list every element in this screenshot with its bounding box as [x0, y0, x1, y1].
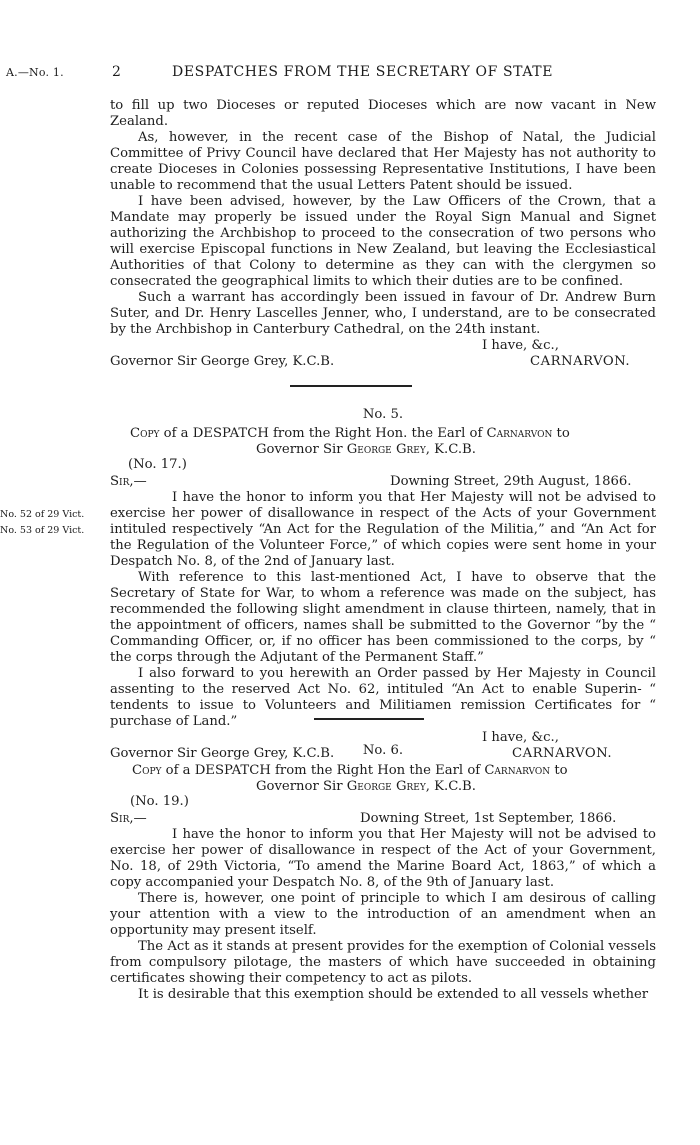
closing: I have, &c.,	[482, 730, 559, 745]
salutation-dateline	[110, 474, 656, 490]
addressee: Governor Sir George Grey, K.C.B.	[110, 746, 335, 761]
paragraph: It is desirable that this exemption should be extended to all vessels whether	[138, 987, 649, 1002]
section-divider	[290, 385, 412, 387]
dateline: Downing Street, 1st September, 1866.	[360, 811, 617, 826]
salutation: Sir,—	[110, 474, 147, 489]
paragraph: The Act as it stands at present provides for the exemption of Colonial vessels from compulsory pilotage, the masters of which have succeeded in obtaining certificates showing their competency to act as pilots.	[110, 939, 656, 986]
margin-note: No. 53 of 29 Vict.	[0, 525, 85, 536]
despatch-body	[110, 827, 656, 1003]
paragraph: I have been advised, however, by the Law Officers of the Crown, that a Mandate may properly be issued under the Royal Sign Manual and Signet authorizing the Archbishop to proceed to the consecration of two persons who will exercise Episcopal functions in New Zealand, but leaving the Ecclesiastical Authorities of that Colony to determine as they can with the clergymen so consecrated the geographical limits to which their duties are to be confined.	[110, 194, 656, 289]
despatch-ref-number: (No. 17.)	[128, 457, 187, 472]
paragraph: With reference to this last-mentioned Act, I have to observe that the Secretary of State for War, to whom a reference was made on the subject, has recommended the following slight amendment in clause thirteen, namely, that in the appointment of officers, names shall be submitted to the Governor “by the “ Commanding Officer, or, if no officer has been commissioned to the corps, by “ the corps through the Adjutant of the Permanent Staff.”	[110, 570, 656, 665]
addressee: Governor Sir George Grey, K.C.B.	[110, 354, 335, 369]
dateline: Downing Street, 29th August, 1866.	[390, 474, 632, 489]
paragraph: As, however, in the recent case of the Bishop of Natal, the Judicial Committee of Privy Council have declared that Her Majesty has not authority to create Dioceses in Colonies possessing Representative Institutions, I have been unable to recommend that the usual Letters Patent should be issued.	[110, 130, 656, 193]
running-head: DESPATCHES FROM THE SECRETARY OF STATE	[172, 64, 554, 80]
paragraph: I also forward to you herewith an Order passed by Her Majesty in Council assenting to the reserved Act No. 62, intituled “An Act to enable Superin- “ tendents to issue to Volunteers and Militiamen remission Certificates for “ purchase of Land.”	[110, 666, 656, 729]
signature-line	[110, 354, 656, 370]
closing: I have, &c.,	[482, 338, 559, 353]
despatch-continuation	[110, 98, 656, 370]
margin-note: No. 52 of 29 Vict.	[0, 509, 85, 520]
signature: CARNARVON.	[530, 354, 631, 369]
despatch-heading: Copy of a DESPATCH from the Right Hon. the Earl of Carnarvon to Governor Sir George Grey, K.C.B.	[130, 426, 570, 457]
despatch-heading: Copy of a DESPATCH from the Right Hon the Earl of Carnarvon to Governor Sir George Grey, K.C.B.	[132, 763, 568, 794]
despatch-ref-number: (No. 19.)	[130, 794, 189, 809]
paragraph: Such a warrant has accordingly been issued in favour of Dr. Andrew Burn Suter, and Dr. Henry Lascelles Jenner, who, I understand, are to be consecrated by the Archbishop in Canterbury Cathedral, on the 24th instant.	[110, 290, 656, 337]
paragraph: There is, however, one point of principle to which I am desirous of calling your attention with a view to the introduction of an amendment when an opportunity may present itself.	[110, 891, 656, 938]
page-reference: A.—No. 1.	[6, 66, 64, 79]
paragraph: I have the honor to inform you that Her Majesty will not be advised to exercise her power of disallowance in respect of the Act of your Government, No. 18, of 29th Victoria, “To amend the Marine Board Act, 1863,” of which a copy accompanied your Despatch No. 8, of the 9th of January last.	[110, 827, 656, 890]
salutation-dateline	[110, 811, 656, 827]
section-divider	[314, 718, 424, 720]
despatch-body	[110, 490, 656, 762]
signature: CARNARVON.	[512, 746, 613, 761]
paragraph: to fill up two Dioceses or reputed Dioceses which are now vacant in New Zealand.	[110, 98, 656, 129]
despatch-number: No. 5.	[362, 407, 404, 422]
page-number: 2	[112, 64, 121, 80]
salutation: Sir,—	[110, 811, 147, 826]
paragraph: I have the honor to inform you that Her Majesty will not be advised to exercise her power of disallowance in respect of the Acts of your Government intituled respectively “An Act for the Regulation of the Militia,” and “An Act for the Regulation of the Volunteer Force,” of which copies were sent home in your Despatch No. 8, of the 2nd of January last.	[110, 490, 656, 569]
despatch-number: No. 6.	[362, 743, 404, 758]
